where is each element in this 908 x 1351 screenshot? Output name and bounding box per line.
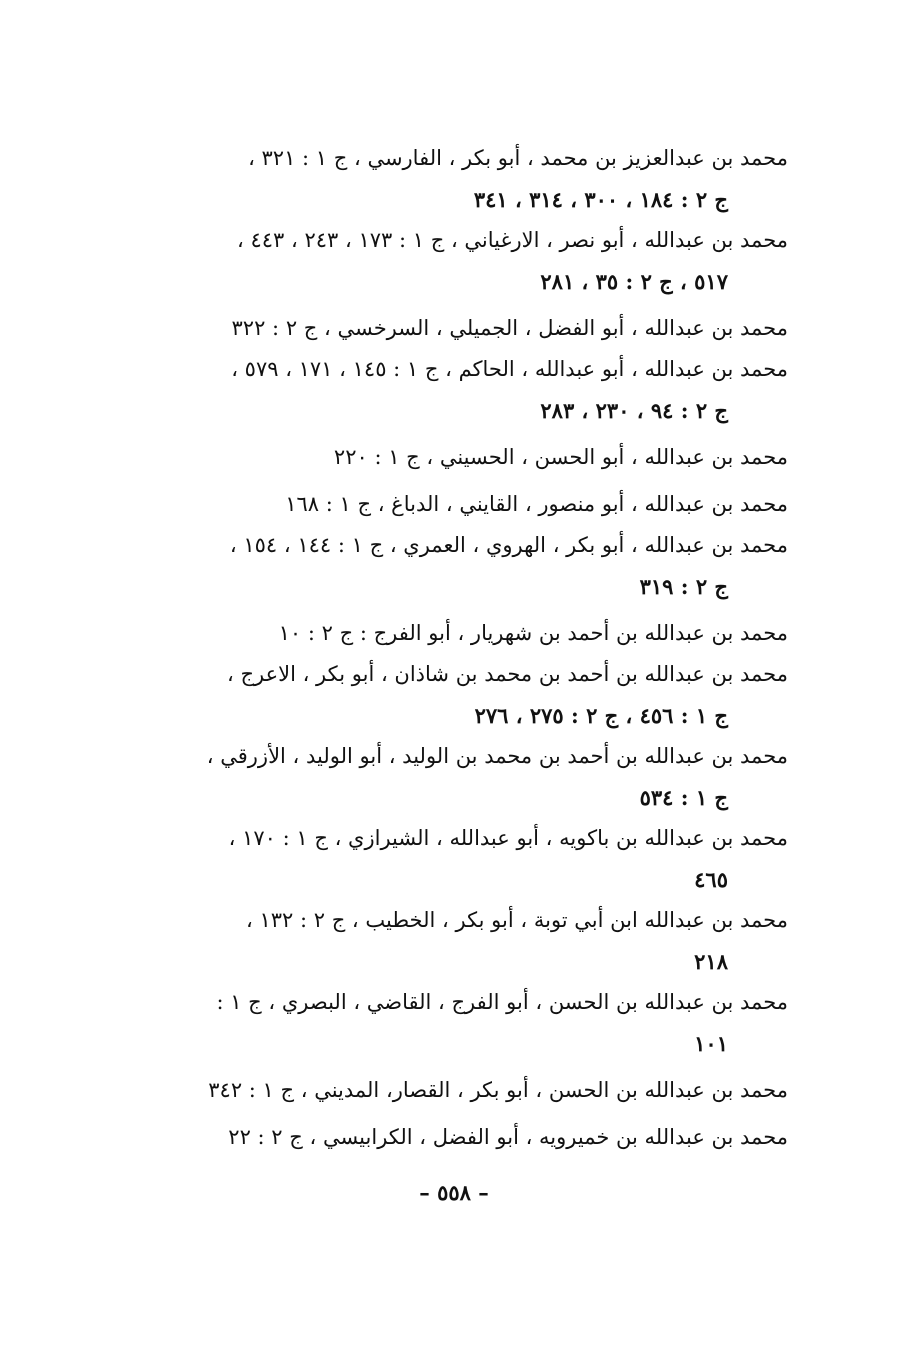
index-entries: [130, 138, 788, 1158]
entry-continuation-line: ج ١ : ٥٣٤: [639, 785, 728, 810]
entry-heading-line: محمد بن عبدالله ، أبو عبدالله ، الحاكم ، ج ١ : ١٤٥ ، ١٧١ ، ٥٧٩ ،: [231, 357, 788, 381]
entry-continuation-line: ١٠١: [694, 1031, 728, 1056]
entry-heading-line: محمد بن عبدالله بن الحسن ، أبو بكر ، القصار، المديني ، ج ١ : ٣٤٢: [208, 1078, 788, 1102]
entry-continuation-line: ٢١٨: [694, 949, 728, 974]
index-entry: [130, 349, 788, 431]
index-entry: [130, 1117, 788, 1158]
entry-continuation-line: ٥١٧ ، ج ٢ : ٣٥ ، ٢٨١: [540, 269, 728, 294]
entry-heading-line: محمد بن عبدالله ، أبو الحسن ، الحسيني ، ج ١ : ٢٢٠: [333, 445, 788, 469]
entry-heading-line: محمد بن عبدالله ، أبو منصور ، القايني ، الدباغ ، ج ١ : ١٦٨: [285, 492, 788, 516]
index-entry: [130, 484, 788, 525]
entry-heading-line: محمد بن عبدالله بن أحمد بن شهريار ، أبو الفرج : ج ٢ : ١٠: [278, 621, 788, 645]
entry-continuation-line: ٤٦٥: [694, 867, 728, 892]
index-entry: [130, 437, 788, 478]
page-number: – ٥٥٨ –: [419, 1180, 489, 1205]
index-entry: [130, 900, 788, 982]
entry-heading-line: محمد بن عبدالله ، أبو نصر ، الارغياني ، ج ١ : ١٧٣ ، ٢٤٣ ، ٤٤٣ ،: [237, 228, 788, 252]
index-entry: [130, 982, 788, 1064]
entry-continuation-line: ج ٢ : ١٨٤ ، ٣٠٠ ، ٣١٤ ، ٣٤١: [473, 187, 728, 212]
entry-continuation-line: ج ١ : ٤٥٦ ، ج ٢ : ٢٧٥ ، ٢٧٦: [474, 703, 728, 728]
index-entry: [130, 308, 788, 349]
index-entry: [130, 736, 788, 818]
entry-heading-line: محمد بن عبدالله بن الحسن ، أبو الفرج ، القاضي ، البصري ، ج ١ :: [216, 990, 788, 1014]
entry-heading-line: محمد بن عبدالله ، أبو الفضل ، الجميلي ، السرخسي ، ج ٢ : ٣٢٢: [231, 316, 788, 340]
entry-heading-line: محمد بن عبدالله بن باكويه ، أبو عبدالله ، الشيرازي ، ج ١ : ١٧٠ ،: [228, 826, 788, 850]
entry-continuation-line: ج ٢ : ٣١٩: [639, 574, 728, 599]
entry-heading-line: محمد بن عبدالله بن خميرويه ، أبو الفضل ، الكرابيسي ، ج ٢ : ٢٢: [228, 1125, 788, 1149]
index-entry: [130, 138, 788, 220]
entry-heading-line: محمد بن عبدالله ابن أبي توبة ، أبو بكر ، الخطيب ، ج ٢ : ١٣٢ ،: [246, 908, 788, 932]
index-entry: [130, 613, 788, 654]
entry-heading-line: محمد بن عبدالله ، أبو بكر ، الهروي ، العمري ، ج ١ : ١٤٤ ، ١٥٤ ،: [229, 533, 788, 557]
index-entry: [130, 525, 788, 607]
entry-heading-line: محمد بن عبدالعزيز بن محمد ، أبو بكر ، الفارسي ، ج ١ : ٣٢١ ،: [248, 146, 788, 170]
entry-heading-line: محمد بن عبدالله بن أحمد بن محمد بن شاذان ، أبو بكر ، الاعرج ،: [226, 662, 788, 686]
entry-heading-line: محمد بن عبدالله بن أحمد بن محمد بن الوليد ، أبو الوليد ، الأزرقي ،: [206, 744, 788, 768]
index-entry: [130, 220, 788, 302]
index-entry: [130, 1070, 788, 1111]
index-entry: [130, 654, 788, 736]
index-entry: [130, 818, 788, 900]
entry-continuation-line: ج ٢ : ٩٤ ، ٢٣٠ ، ٢٨٣: [540, 398, 728, 423]
